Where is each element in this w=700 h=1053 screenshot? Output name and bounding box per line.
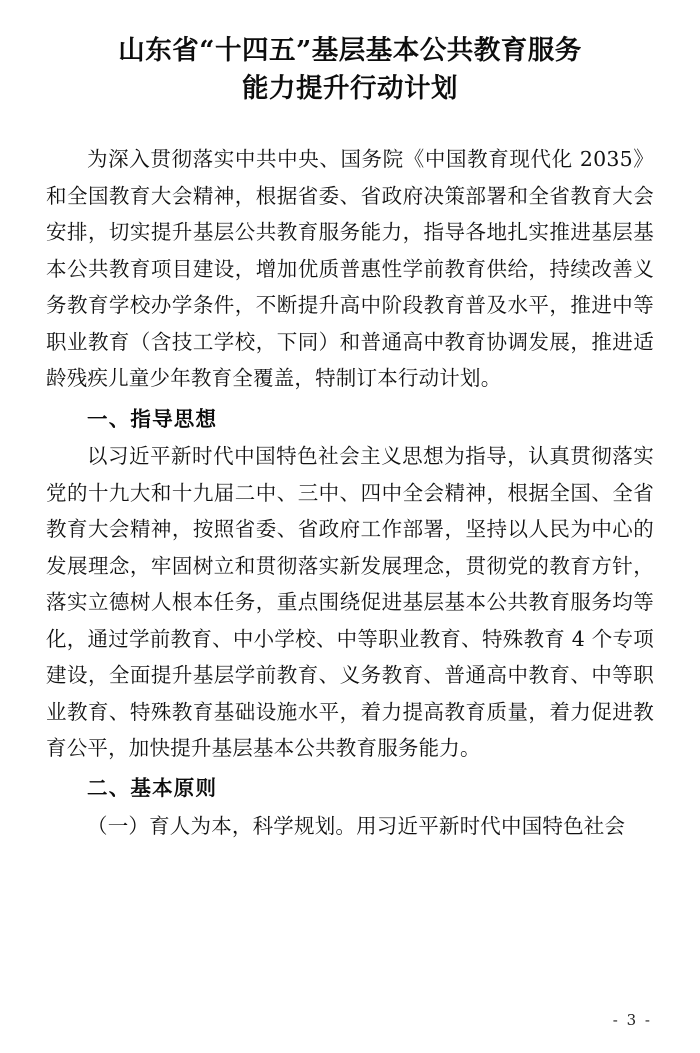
section-heading: 二、基本原则 — [87, 776, 218, 801]
body-paragraph: 为深入贯彻落实中共中央、国务院《中国教育现代化 2035》和全国教育大会精神，根据省委、省政府决策部署和全省教育大会安排，切实提升基层公共教育服务能力，指导各地扎实推进基层基本公共教育项目建设，增加优质普惠性学前教育供给，持续改善义务教育学校办学条件，不断提升高中阶段教育普及水平，推进中等职业教育（含技工学校，下同）和普通高中教育协调发展，推进适龄残疾儿童少年教育全覆盖，特制订本行动计划。 — [46, 147, 654, 391]
body-paragraph: （一）育人为本，科学规划。用习近平新时代中国特色社会 — [87, 813, 626, 838]
section-heading: 一、指导思想 — [87, 406, 218, 431]
title-line-2: 能力提升行动计划 — [242, 72, 458, 104]
title-line-1: 山东省“十四五”基层基本公共教育服务 — [118, 35, 582, 66]
body-paragraph: 以习近平新时代中国特色社会主义思想为指导，认真贯彻落实党的十九大和十九届二中、三中、四中全会精神，根据全国、全省教育大会精神，按照省委、省政府工作部署，坚持以人民为中心的发展理念，牢固树立和贯彻落实新发展理念，贯彻党的教育方针，落实立德树人根本任务，重点围绕促进基层基本公共教育服务均等化，通过学前教育、中小学校、中等职业教育、特殊教育 4 个专项建设，全面提升基层学前教育、义务教育、普通高中教育、中等职业教育、特殊教育基础设施水平，着力提高教育质量，着力促进教育公平，加快提升基层基本公共教育服务能力。 — [46, 444, 654, 760]
page-title — [46, 32, 654, 107]
document-body — [46, 141, 654, 844]
page-number: - 3 - — [612, 1011, 652, 1029]
